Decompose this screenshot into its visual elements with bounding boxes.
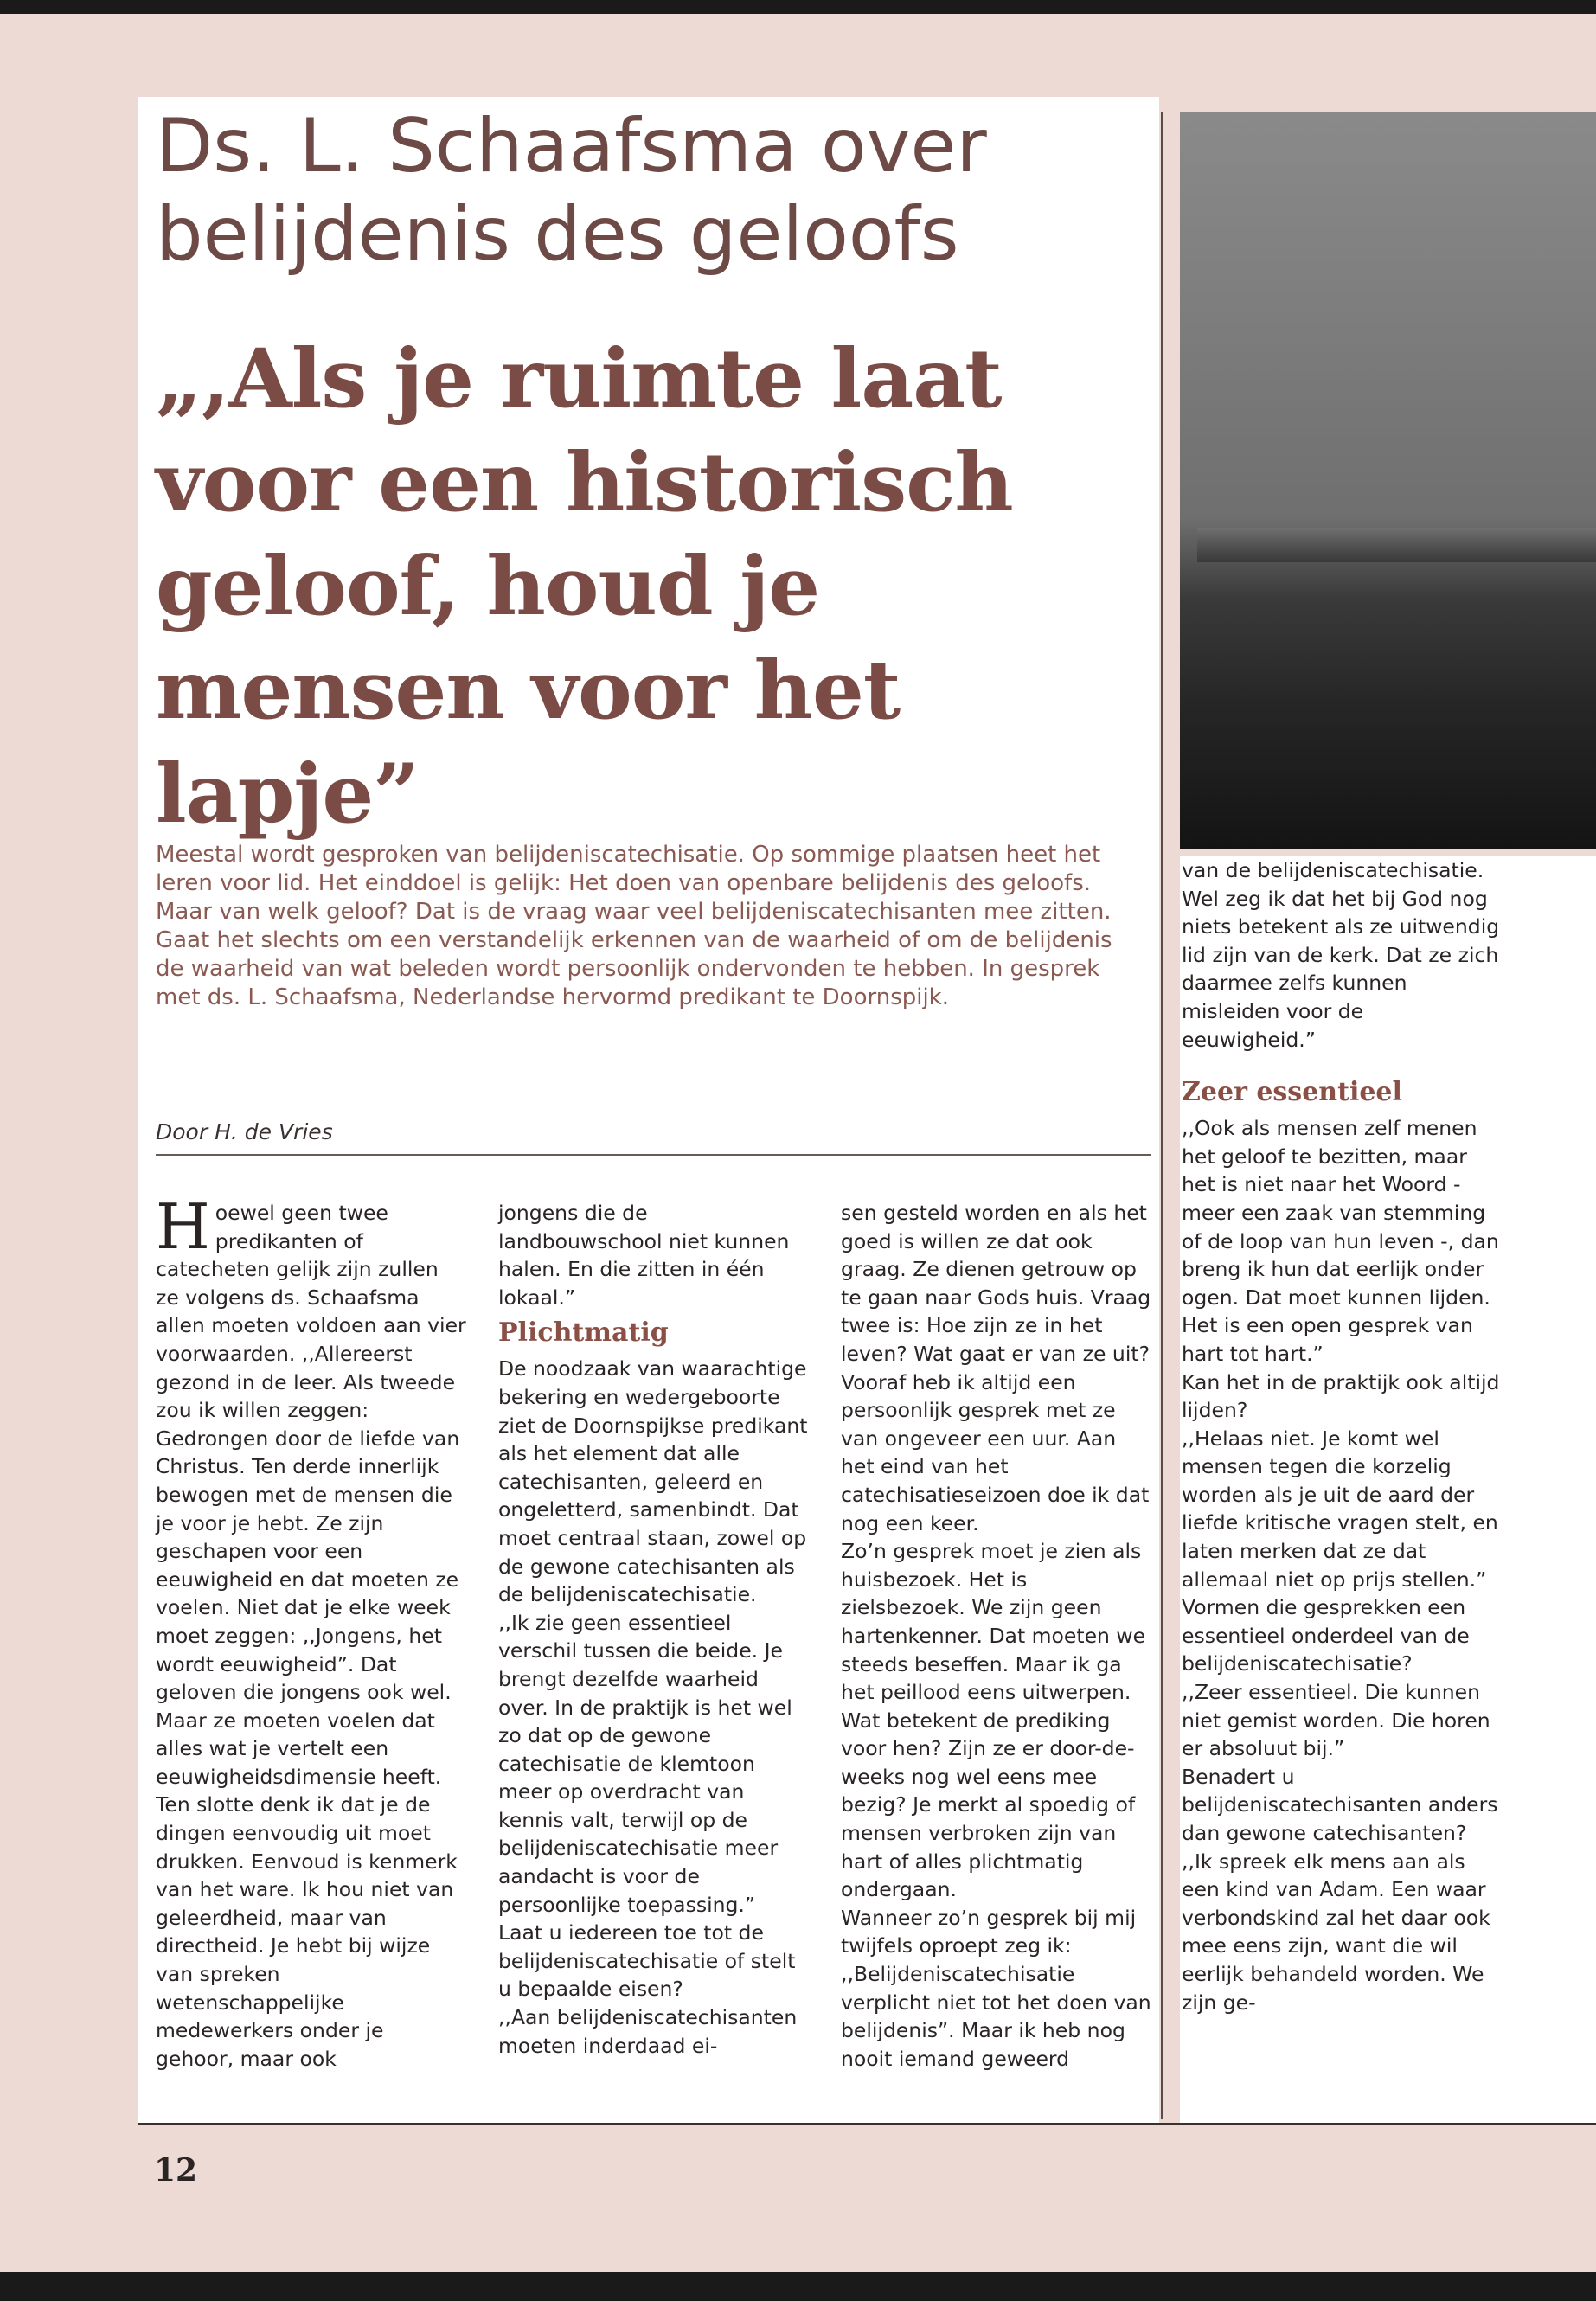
column-divider	[1161, 112, 1163, 2119]
subheading-plichtmatig: Plichtmatig	[498, 1317, 669, 1349]
paragraph: ,,Ik zie geen essentieel verschil tussen die beide. Je brengt dezelfde waarheid over. In de praktijk is het wel zo dat op de gewone catechisatie de klemtoon meer op overdracht van kennis valt, terwijl op de belijdeniscatechisatie meer aandacht is voor de persoonlijke toepassing.”	[498, 1610, 792, 1917]
drop-cap: H	[156, 1190, 210, 1263]
byline-rule	[156, 1154, 1151, 1156]
paragraph: jongens die de landbouwschool niet kunnen halen. En die zitten in één lokaal.”	[498, 1201, 790, 1310]
paragraph: ,,Helaas niet. Je komt wel mensen tegen die korzelig worden als je uit de aard der liefde kritische vragen stelt, en laten merken dat ze dat allemaal niet op prijs stellen.”	[1182, 1426, 1498, 1592]
scan-bottom-edge	[0, 2272, 1596, 2301]
article-kicker: Ds. L. Schaafsma over belijdenis des geloofs	[156, 103, 987, 278]
scan-top-edge	[0, 0, 1596, 14]
body-column-1	[156, 1190, 467, 2073]
paragraph: Laat u iedereen toe tot de belijdeniscatechisatie of stelt u bepaalde eisen?	[498, 1920, 796, 2002]
paragraph: Zo’n gesprek moet je zien als huisbezoek. Het is zielsbezoek. We zijn geen hartenkenner. Dat moeten we steeds beseffen. Maar ik ga het peillood eens uitwerpen. Wat betekent de prediking voor hen? Zijn ze er door-de-weeks nog wel eens mee bezig? Je merkt al spoedig of mensen verbroken zijn van hart of alles plichtmatig ondergaan.	[841, 1539, 1146, 1902]
subheading-zeer-essentieel: Zeer essentieel	[1182, 1077, 1402, 1108]
paragraph: ,,Ik spreek elk mens aan als een kind van Adam. Een waar verbondskind zal het daar ook mee eens zijn, want die wil eerlijk behandeld worden. We zijn ge-	[1182, 1849, 1490, 2015]
paragraph: Wanneer zo’n gesprek bij mij twijfels oproept zeg ik: ,,Belijdeniscatechisatie verplicht niet tot het doen van belijdenis”. Maar ik heb nog nooit iemand geweerd	[841, 1905, 1151, 2071]
paragraph: van de belijdeniscatechisatie. Wel zeg ik dat het bij God nog niets betekent als ze uitwendig lid zijn van de kerk. Dat ze zich daarmee zelfs kunnen misleiden voor de eeuwigheid.”	[1182, 858, 1500, 1052]
paragraph: ,,Ook als mensen zelf menen het geloof te bezitten, maar het is niet naar het Woord - meer een zaak van stemming of de loop van hun leven -, dan breng ik hun dat eerlijk onder ogen. Dat moet kunnen lijden. Het is een open gesprek van hart tot hart.”	[1182, 1116, 1499, 1366]
paragraph: De noodzaak van waarachtige bekering en wedergeboorte ziet de Doornspijkse predikant als het element dat alle catechisanten, geleerd en ongeletterd, samenbindt. Dat moet centraal staan, zowel op de gewone catechisanten als de belijdeniscatechisatie.	[498, 1356, 808, 1607]
paragraph: Ten slotte denk ik dat je de dingen eenvoudig uit moet drukken. Eenvoud is kenmerk van het ware. Ik hou niet van geleerdheid, maar van directheid. Je hebt bij wijze van spreken wetenschappelijke medewerkers onder je gehoor, maar ook	[156, 1792, 458, 2071]
paragraph: Vormen die gesprekken een essentieel onderdeel van de belijdeniscatechisatie?	[1182, 1595, 1470, 1676]
body-column-2	[498, 1199, 810, 2060]
paragraph: ,,Zeer essentieel. Die kunnen niet gemist worden. Die horen er absoluut bij.”	[1182, 1680, 1490, 1761]
page-number: 12	[154, 2152, 198, 2189]
paragraph: Kan het in de praktijk ook altijd lijden?	[1182, 1369, 1500, 1423]
paragraph: ,,Aan belijdeniscatechisanten moeten inderdaad ei-	[498, 2005, 798, 2058]
paragraph: sen gesteld worden en als het goed is willen ze dat ook graag. Ze dienen getrouw op te gaan naar Gods huis. Vraag twee is: Hoe zijn ze in het leven? Wat gaat er van ze uit? Vooraf heb ik altijd een persoonlijk gesprek met ze van ongeveer een uur. Aan het eind van het catechisatieseizoen doe ik dat nog een keer.	[841, 1201, 1151, 1535]
footer-rule	[138, 2123, 1596, 2125]
article-headline: „,Als je ruimte laat voor een historisch geloof, houd je mensen voor het lapje”	[156, 331, 1013, 842]
paragraph: oewel geen twee predikanten of catecheten gelijk zijn zullen ze volgens ds. Schaafsma allen moeten voldoen aan vier voorwaarden. ,,Allereerst gezond in de leer. Als tweede zou ik willen zeggen: Gedrongen door de liefde van Christus. Ten derde innerlijk bewogen met de mensen die je voor je hebt. Ze zijn geschapen voor een eeuwigheid en dat moeten ze voelen. Niet dat je elke week moet zeggen: ,,Jongens, het wordt eeuwigheid”. Dat geloven die jongens ook wel. Maar ze moeten voelen dat alles wat je vertelt een eeuwigheidsdimensie heeft.	[156, 1201, 466, 1789]
body-column-4	[1182, 856, 1502, 2016]
portrait-photo	[1180, 112, 1596, 849]
article-intro: Meestal wordt gesproken van belijdeniscatechisatie. Op sommige plaatsen heet het leren voor lid. Het einddoel is gelijk: Het doen van openbare belijdenis des geloofs. Maar van welk geloof? Dat is de vraag waar veel belijdeniscatechisanten mee zitten. Gaat het slechts om een verstandelijk erkennen van de waarheid of om de belijdenis de waarheid van wat beleden wordt persoonlijk ondervonden te hebben. In gesprek met ds. L. Schaafsma, Nederlandse hervormd predikant te Doornspijk.	[156, 842, 1112, 1010]
paragraph: Benadert u belijdeniscatechisanten anders dan gewone catechisanten?	[1182, 1764, 1498, 1845]
body-column-3	[841, 1199, 1152, 2073]
article-byline: Door H. de Vries	[156, 1119, 333, 1144]
